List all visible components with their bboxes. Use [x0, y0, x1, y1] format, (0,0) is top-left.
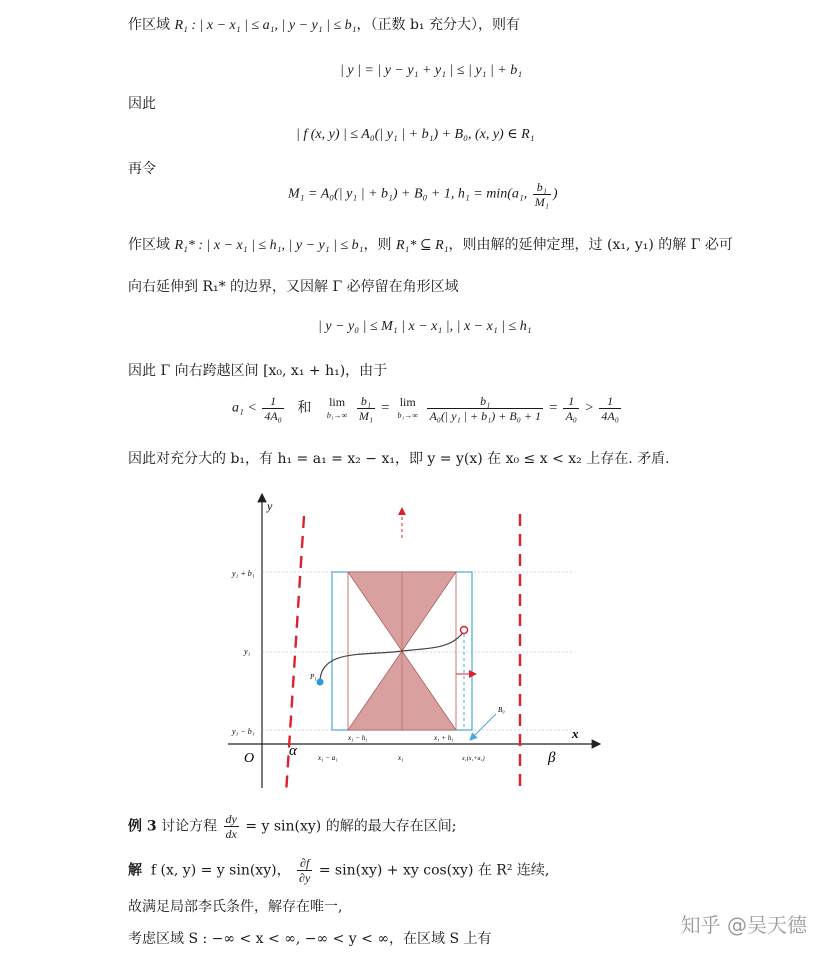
limit — [395, 395, 419, 423]
denominator: M₁ — [534, 195, 549, 209]
equation-4: | y − y₀ | ≤ M₁ | x − x₁ |, | x − x₁ | ≤ h₁ — [318, 319, 532, 334]
numerator: 1 — [262, 394, 284, 409]
example-3 — [128, 812, 456, 841]
paragraph-cross-interval: 因此 Γ 向右跨越区间 [x₀, x₁ + h₁)，由于 — [128, 363, 388, 379]
math-inline: R₁* ⊆ R₁ — [395, 238, 449, 253]
point-end — [461, 627, 468, 634]
numerator: b₁ — [427, 394, 543, 409]
lim-sub: b₁→∞ — [397, 410, 418, 420]
denominator: dx — [225, 827, 237, 841]
fraction — [599, 394, 621, 423]
point-p1 — [317, 679, 324, 686]
fraction — [563, 394, 579, 423]
math-inline: R₁* : | x − x₁ | ≤ h₁, | y − y₁ | ≤ b₁ — [174, 238, 364, 253]
text: ，则 — [363, 237, 396, 253]
denominator: 4A₀ — [601, 409, 619, 423]
label-p1: P₁ — [310, 673, 317, 681]
label-x-mid: x₁ — [398, 754, 404, 762]
b0-arrow — [470, 714, 496, 740]
label-origin: O — [244, 751, 255, 766]
numerator: b₁ — [357, 394, 375, 409]
paragraph-therefore: 因此 — [128, 96, 156, 112]
label-x-axis: x — [572, 726, 579, 741]
eq5-op: > — [584, 400, 594, 416]
label-alpha: α — [289, 743, 297, 759]
paragraph-let: 再令 — [128, 161, 156, 177]
paragraph-region-r1star — [128, 236, 733, 255]
paragraph-contradiction: 因此对充分大的 b₁，有 h₁ = a₁ = x₂ − x₁，即 y = y(x) 在 x₀ ≤ x < x₂ 上存在. 矛盾. — [128, 451, 670, 467]
watermark: 知乎 @吴天德 — [680, 913, 807, 937]
example-label: 例 3 — [128, 818, 157, 835]
denominator: A₀(| y₁ | + b₁) + B₀ + 1 — [429, 409, 541, 423]
denominator: M₁ — [358, 409, 373, 423]
numerator: 1 — [563, 394, 579, 409]
figure-extension-diagram — [228, 488, 608, 798]
text: = sin(xy) + xy cos(xy) 在 R² 连续, — [318, 862, 550, 879]
text: = y sin(xy) 的解的最大存在区间; — [245, 818, 457, 835]
fraction — [533, 180, 551, 209]
fraction — [427, 394, 543, 423]
label-y-axis: y — [267, 499, 273, 513]
math-inline: R₁ : | x − x₁ | ≤ a₁, | y − y₁ | ≤ b₁ — [174, 18, 357, 33]
paragraph-extend: 向右延伸到 R₁* 的边界，又因解 Γ 必停留在角形区域 — [128, 279, 459, 295]
eq3-left: M₁ = A₀(| y₁ | + b₁) + B₀ + 1, h₁ = min(a₁, — [288, 186, 531, 202]
label-x-right: x₁(x₁+a₁) — [462, 756, 485, 762]
fraction — [262, 394, 284, 423]
numerator: b₁ — [533, 180, 551, 195]
fraction — [224, 812, 239, 841]
numerator: dy — [225, 812, 237, 826]
equation-3 — [288, 180, 558, 209]
text: ，则由解的延伸定理，过 (x₁, y₁) 的解 Γ 必可 — [448, 237, 733, 253]
text: 讨论方程 — [161, 818, 218, 835]
label-y-top: y₁ + b₁ — [232, 569, 255, 578]
paragraph-lipschitz: 故满足局部李氏条件，解存在唯一, — [128, 899, 343, 915]
paragraph-region-s: 考虑区域 S : −∞ < x < ∞, −∞ < y < ∞，在区域 S 上有 — [128, 931, 492, 947]
solution — [128, 856, 549, 885]
numerator: ∂f — [297, 856, 312, 871]
paragraph-region-r1 — [128, 16, 520, 35]
text: f (x, y) = y sin(xy)， — [150, 862, 291, 879]
label-x-left: x₁ − a₁ — [318, 754, 338, 762]
eq3-right: ) — [552, 186, 558, 202]
denominator: ∂y — [299, 871, 311, 885]
fraction — [297, 856, 312, 885]
label-y-bottom: y₁ − b₁ — [232, 727, 255, 736]
fraction — [357, 394, 375, 423]
label-beta: β — [548, 750, 556, 766]
text: ，（正数 b₁ 充分大），则有 — [356, 17, 520, 33]
label-b0: B₀ — [498, 706, 505, 714]
eq5-term: a₁ < — [232, 400, 257, 416]
numerator: 1 — [599, 394, 621, 409]
denominator: A₀ — [565, 409, 577, 423]
lim-sub: b₁→∞ — [326, 410, 348, 420]
text: 作区域 — [128, 237, 175, 253]
denominator: 4A₀ — [264, 409, 282, 423]
equation-2: | f (x, y) | ≤ A₀(| y₁ | + b₁) + B₀, (x, y) ∈ R₁ — [296, 127, 535, 142]
equation-1: | y | = | y − y₁ + y₁ | ≤ | y₁ | + b₁ — [340, 63, 523, 78]
equation-5 — [232, 394, 623, 423]
eq5-and: 和 — [297, 400, 312, 416]
label-x-h-left: x₁ − h₁ — [348, 734, 368, 742]
limit — [325, 395, 349, 423]
label-y-mid: y₁ — [244, 647, 251, 656]
text: 作区域 — [128, 17, 175, 33]
solution-label: 解 — [128, 862, 142, 879]
eq5-op: = — [380, 400, 390, 416]
eq5-op: = — [548, 400, 558, 416]
lim: lim — [329, 394, 346, 409]
lim: lim — [399, 394, 416, 409]
label-x-h-right: x₁ + h₁ — [434, 734, 454, 742]
